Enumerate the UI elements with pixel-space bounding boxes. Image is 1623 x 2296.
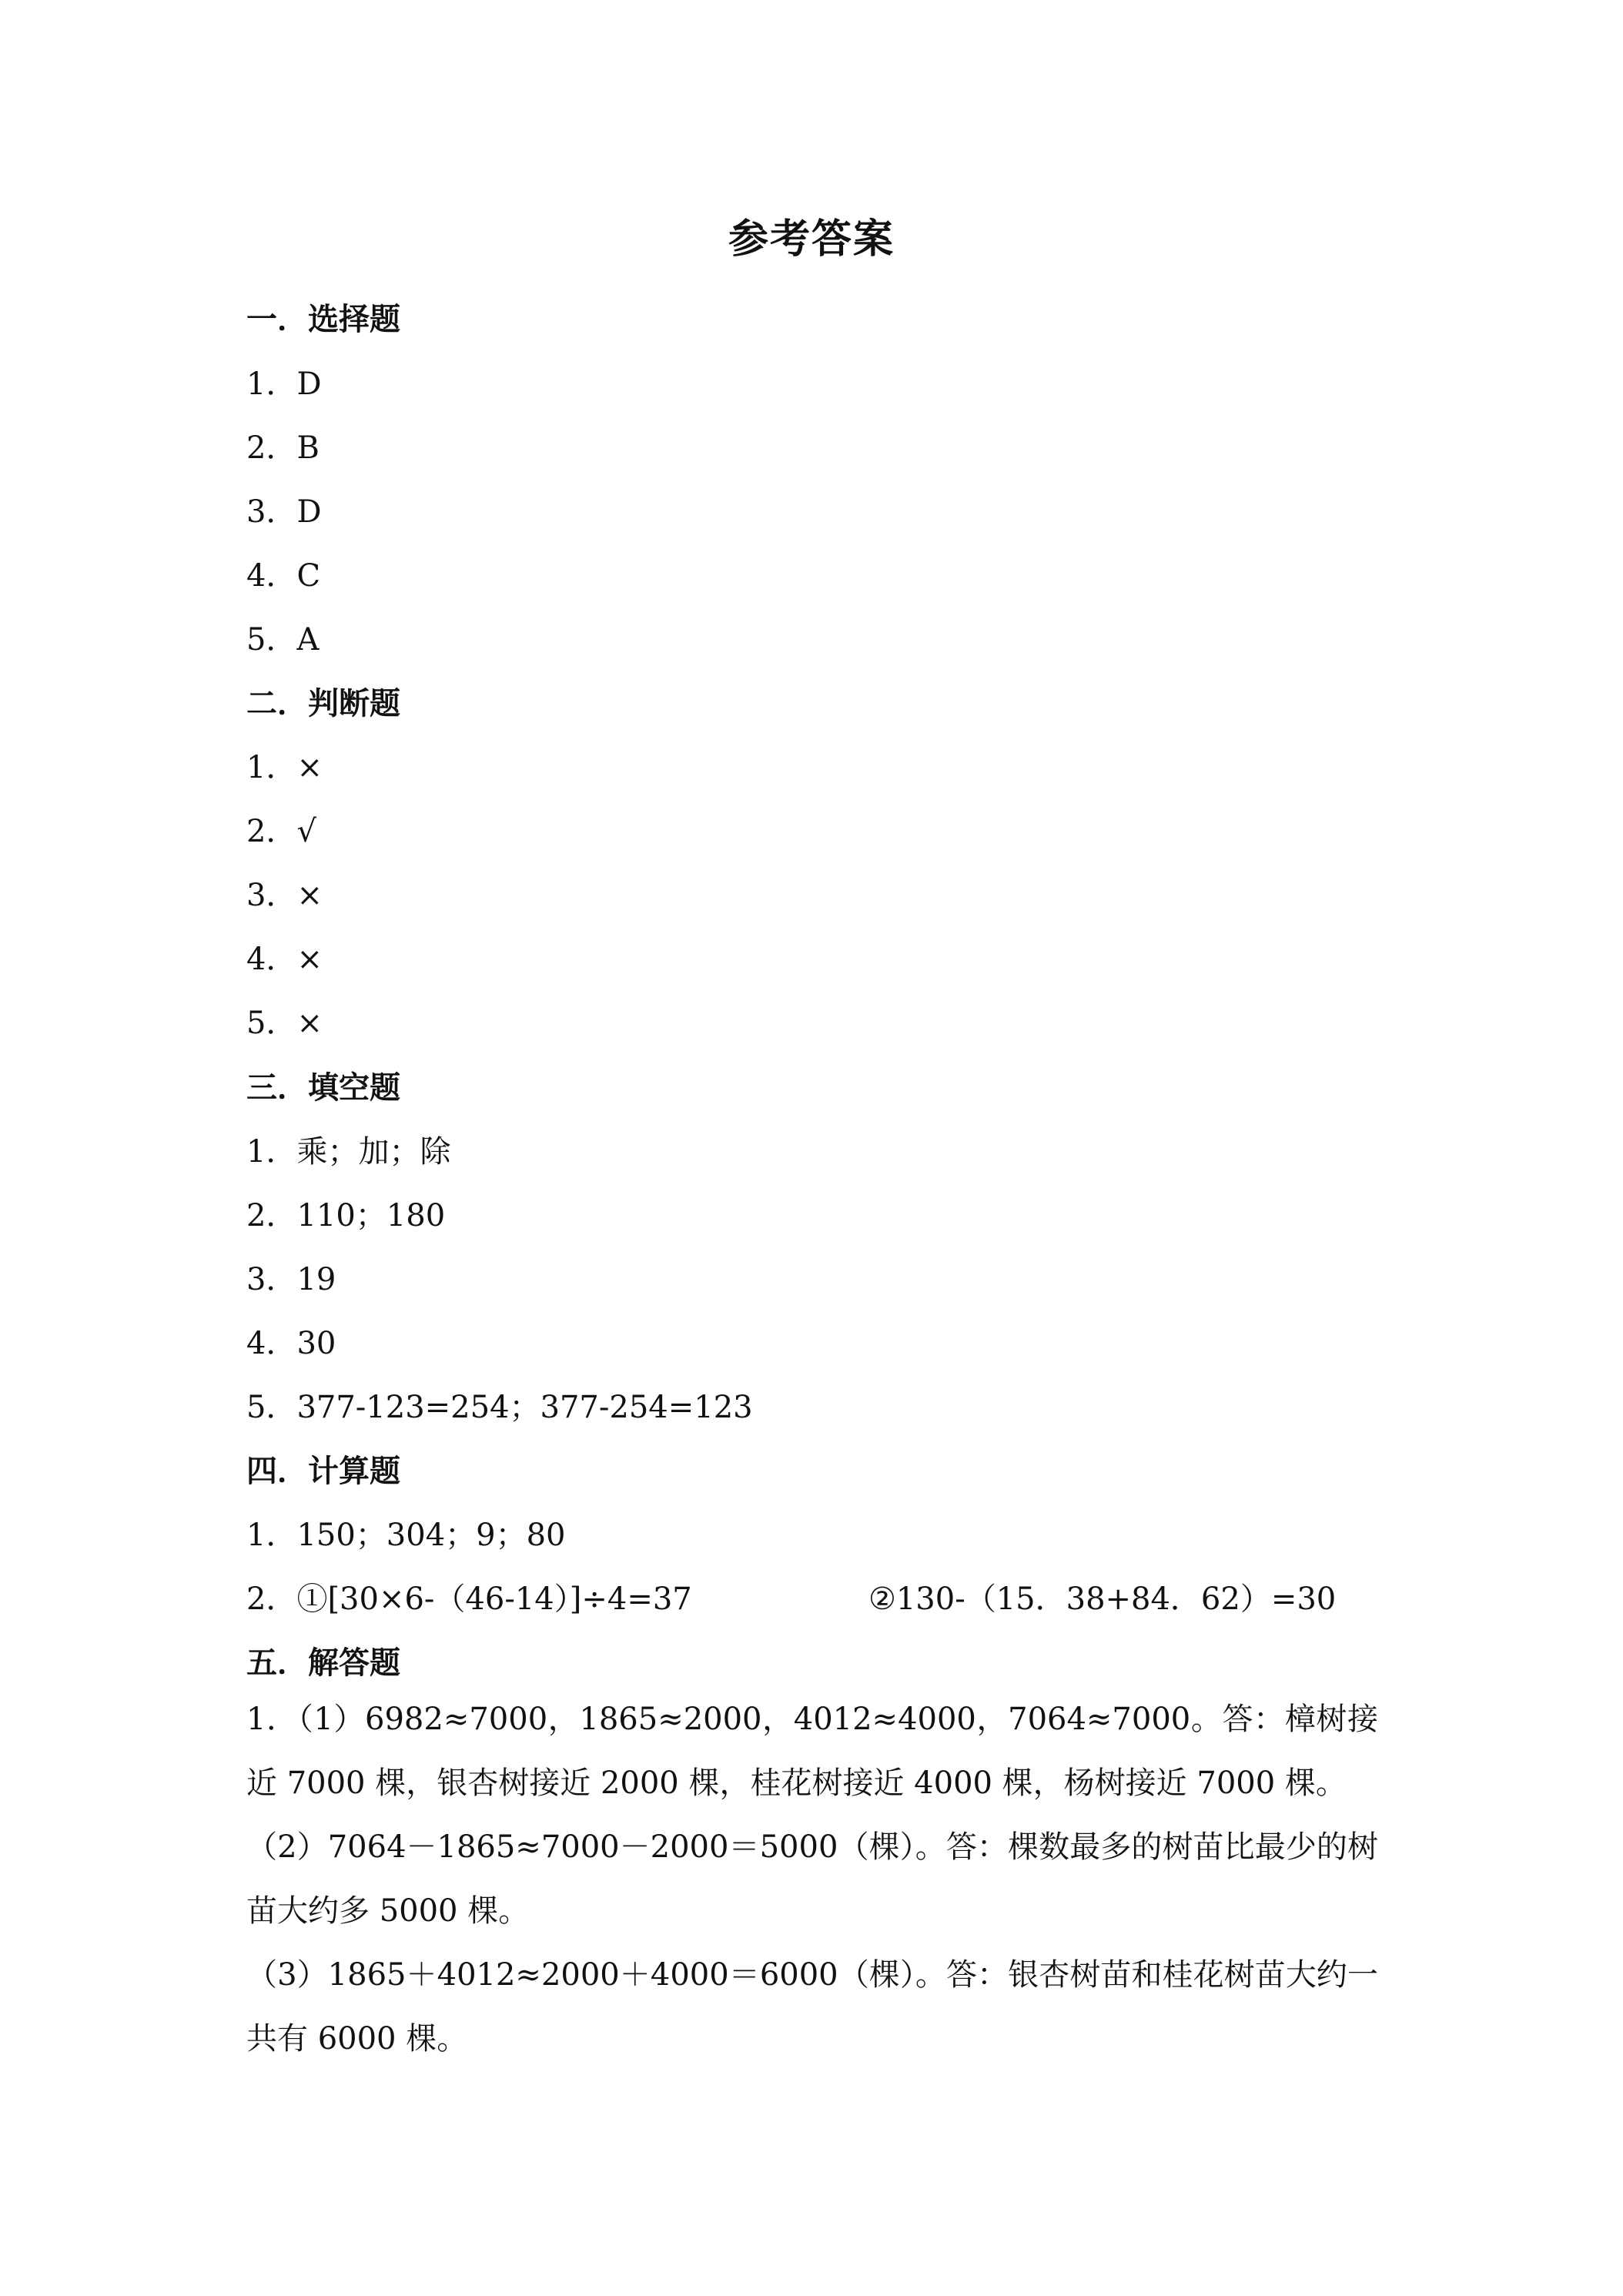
- answer-paragraph: 1．（1）6982≈7000，1865≈2000，4012≈4000，7064≈7000。答：樟树接近 7000 棵，银杏树接近 2000 棵，桂花树接近 4000 棵，杨树接近 7000 棵。: [246, 1702, 1378, 1801]
- answer-line: 2．110；180: [246, 1198, 446, 1233]
- answer-line: 5．×: [246, 1006, 323, 1041]
- page-title: 参考答案: [728, 216, 895, 263]
- answer-line: 3．19: [246, 1262, 336, 1297]
- answer-line-right: ②130-（15．38+84．62）=30: [868, 1581, 1337, 1617]
- answer-line: 4．C: [246, 558, 321, 594]
- answer-line: 5．A: [246, 622, 320, 658]
- answer-line: 2．√: [246, 814, 316, 849]
- answer-line: 1．×: [246, 750, 323, 785]
- answer-line: 4．30: [246, 1326, 336, 1361]
- section-heading-word-problems: 五．解答题: [246, 1645, 400, 1681]
- answer-line: 2．B: [246, 430, 320, 466]
- answer-paragraph: （2）7064－1865≈7000－2000＝5000（棵）。答：棵数最多的树苗比最少的树苗大约多 5000 棵。: [246, 1829, 1378, 1929]
- answer-line: 1．150；304；9；80: [246, 1518, 566, 1553]
- answer-line: 3．×: [246, 878, 323, 913]
- answer-paragraph: （3）1865＋4012≈2000＋4000＝6000（棵）。答：银杏树苗和桂花树苗大约一共有 6000 棵。: [246, 1957, 1378, 2057]
- section-heading-choice: 一．选择题: [246, 302, 400, 337]
- answer-line: 1．D: [246, 366, 322, 402]
- answer-line: 3．D: [246, 494, 322, 530]
- answer-line: 5．377-123=254；377-254=123: [246, 1390, 753, 1425]
- section-heading-calculation: 四．计算题: [246, 1454, 400, 1489]
- section-heading-fill-blank: 三．填空题: [246, 1070, 400, 1106]
- answer-line: 2．①[30×6-（46-14）]÷4=37: [246, 1581, 692, 1617]
- section-heading-judgment: 二．判断题: [246, 686, 400, 721]
- answer-line: 1．乘；加；除: [246, 1134, 451, 1170]
- answer-line: 4．×: [246, 942, 323, 977]
